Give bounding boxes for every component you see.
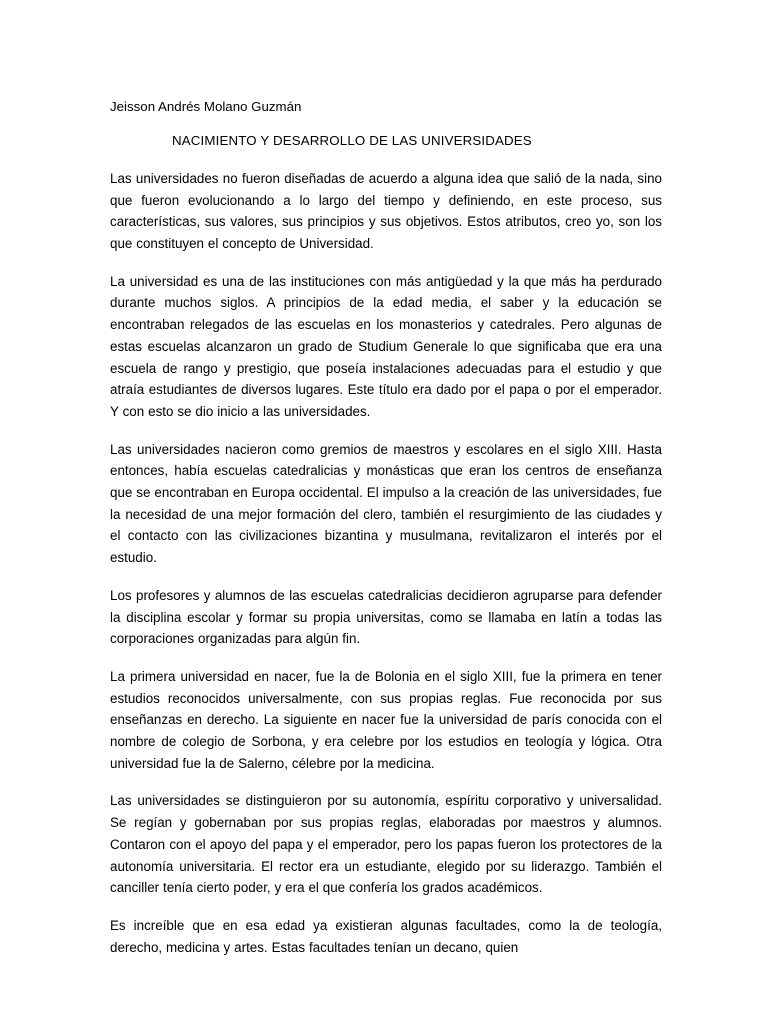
paragraph: Los profesores y alumnos de las escuelas catedralicias decidieron agruparse para defender la disciplina escolar y formar su propia universitas, como se llamaba en latín a todas las corporaciones organizadas para algún fin. xyxy=(110,587,662,647)
paragraph: Las universidades no fueron diseñadas de acuerdo a alguna idea que salió de la nada, sino que fueron evolucionando a lo largo del tiempo y definiendo, en este proceso, sus características, sus valores, sus principios y sus objetivos. Estos atributos, creo yo, son los que constituyen el concepto de Universidad. xyxy=(110,170,662,251)
paragraph: Las universidades se distinguieron por su autonomía, espíritu corporativo y universalidad. Se regían y gobernaban por sus propias reglas, elaboradas por maestros y alumnos. Contaron con el apoyo del papa y el emperador, pero los papas fueron los protectores de la autonomía universitaria. El rector era un estudiante, elegido por su liderazgo. También el canciller tenía cierto poder, y era el que confería los grados académicos. xyxy=(110,793,662,896)
paragraph: Es increíble que en esa edad ya existieran algunas facultades, como la de teología, derecho, medicina y artes. Estas facultades tenían un decano, quien xyxy=(110,917,662,955)
paragraph: Las universidades nacieron como gremios de maestros y escolares en el siglo XIII. Hasta entonces, había escuelas catedralicias y monásticas que eran los centros de enseñanza que se encontraban en Europa occidental. El impulso a la creación de las universidades, fue la necesidad de una mejor formación del clero, también el resurgimiento de las ciudades y el contacto con las civilizaciones bizantina y musulmana, revitalizaron el interés por el estudio. xyxy=(110,441,662,566)
paragraph: La primera universidad en nacer, fue la de Bolonia en el siglo XIII, fue la primera en tener estudios reconocidos universalmente, con sus propias reglas. Fue reconocida por sus enseñanzas en derecho. La siguiente en nacer fue la universidad de parís conocida con el nombre de colegio de Sorbona, y era celebre por los estudios en teología y lógica. Otra universidad fue la de Salerno, célebre por la medicina. xyxy=(110,668,662,771)
document-body xyxy=(110,98,662,958)
paragraph: La universidad es una de las instituciones con más antigüedad y la que más ha perdurado durante muchos siglos. A principios de la edad media, el saber y la educación se encontraban relegados de las escuelas en los monasterios y catedrales. Pero algunas de estas escuelas alcanzaron un grado de Studium Generale lo que significaba que era una escuela de rango y prestigio, que poseía instalaciones adecuadas para el estudio y que atraía estudiantes de diversos lugares. Este título era dado por el papa o por el emperador. Y con esto se dio inicio a las universidades. xyxy=(110,273,662,419)
author-name: Jeisson Andrés Molano Guzmán xyxy=(110,99,302,114)
document-title: NACIMIENTO Y DESARROLLO DE LAS UNIVERSIDADES xyxy=(172,132,532,148)
